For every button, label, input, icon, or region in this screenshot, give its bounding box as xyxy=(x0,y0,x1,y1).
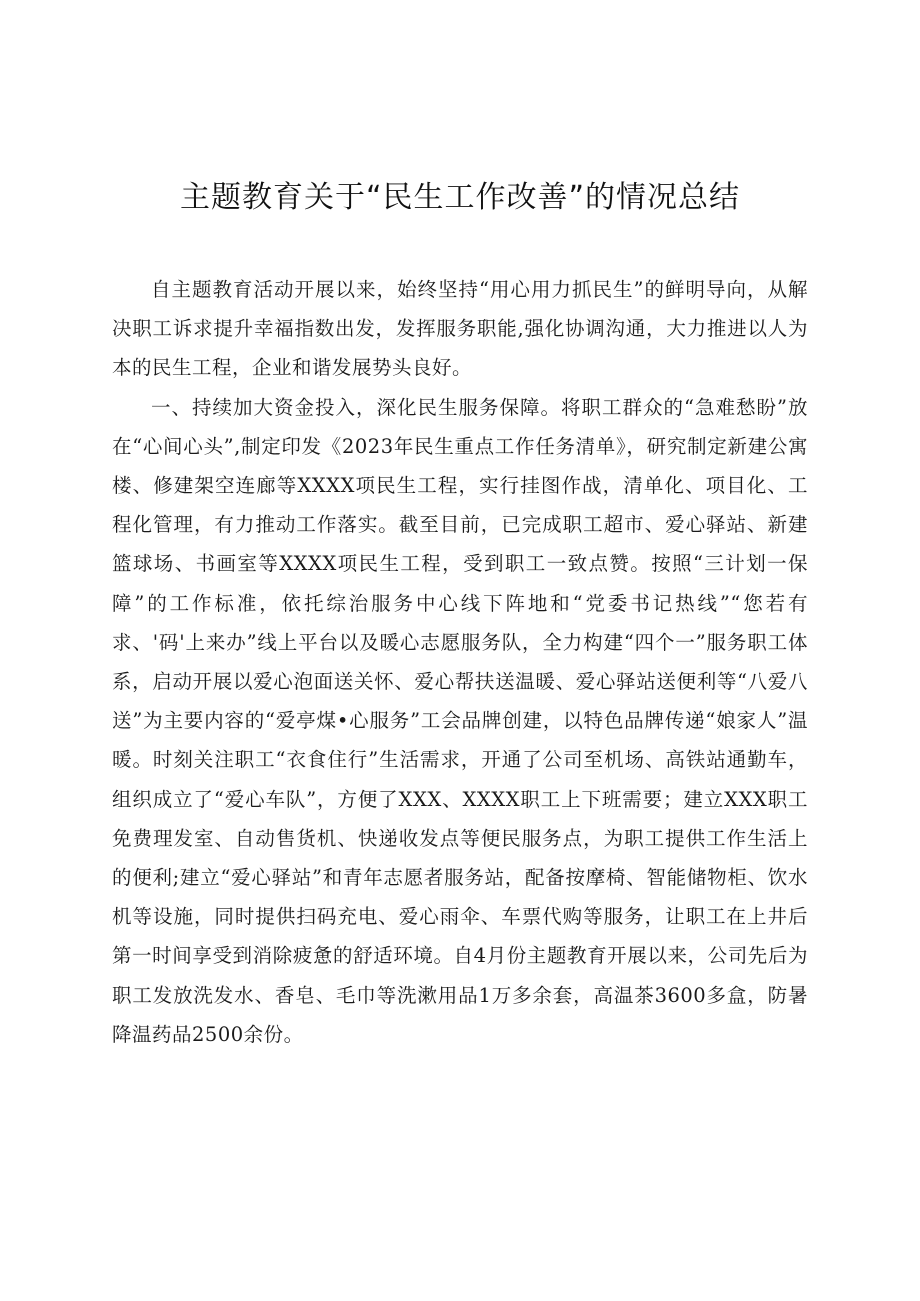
document-body xyxy=(112,270,808,1054)
paragraph-intro: 自主题教育活动开展以来，始终坚持“用心用力抓民生”的鲜明导向，从解决职工诉求提升幸福指数出发，发挥服务职能,强化协调沟通，大力推进以人为本的民生工程，企业和谐发展势头良好。 xyxy=(112,278,808,380)
paragraph-section-one: 一、持续加大资金投入，深化民生服务保障。将职工群众的“急难愁盼”放在“心间心头”,制定印发《2023年民生重点工作任务清单》，研究制定新建公寓楼、修建架空连廊等XXXX项民生工程，实行挂图作战，清单化、项目化、工程化管理，有力推动工作落实。截至目前，已完成职工超市、爱心驿站、新建篮球场、书画室等XXXX项民生工程，受到职工一致点赞。按照“三计划一保障”的工作标准，依托综治服务中心线下阵地和“党委书记热线”“您若有求、'码'上来办”线上平台以及暖心志愿服务队，全力构建“四个一”服务职工体系，启动开展以爱心泡面送关怀、爱心帮扶送温暖、爱心驿站送便利等“八爱八送”为主要内容的“爱亭煤•心服务”工会品牌创建，以特色品牌传递“娘家人”温暖。时刻关注职工“衣食住行”生活需求，开通了公司至机场、高铁站通勤车，组织成立了“爱心车队”，方便了XXX、XXXX职工上下班需要；建立XXX职工免费理发室、自动售货机、快递收发点等便民服务点，为职工提供工作生活上的便利;建立“爱心驿站”和青年志愿者服务站，配备按摩椅、智能储物柜、饮水机等设施，同时提供扫码充电、爱心雨伞、车票代购等服务，让职工在上井后第一时间享受到消除疲惫的舒适环境。自4月份主题教育开展以来，公司先后为职工发放洗发水、香皂、毛巾等洗漱用品1万多余套，高温茶3600多盒，防暑降温药品2500余份。 xyxy=(112,395,808,1046)
document-title: 主题教育关于“民生工作改善”的情况总结 xyxy=(179,180,741,215)
